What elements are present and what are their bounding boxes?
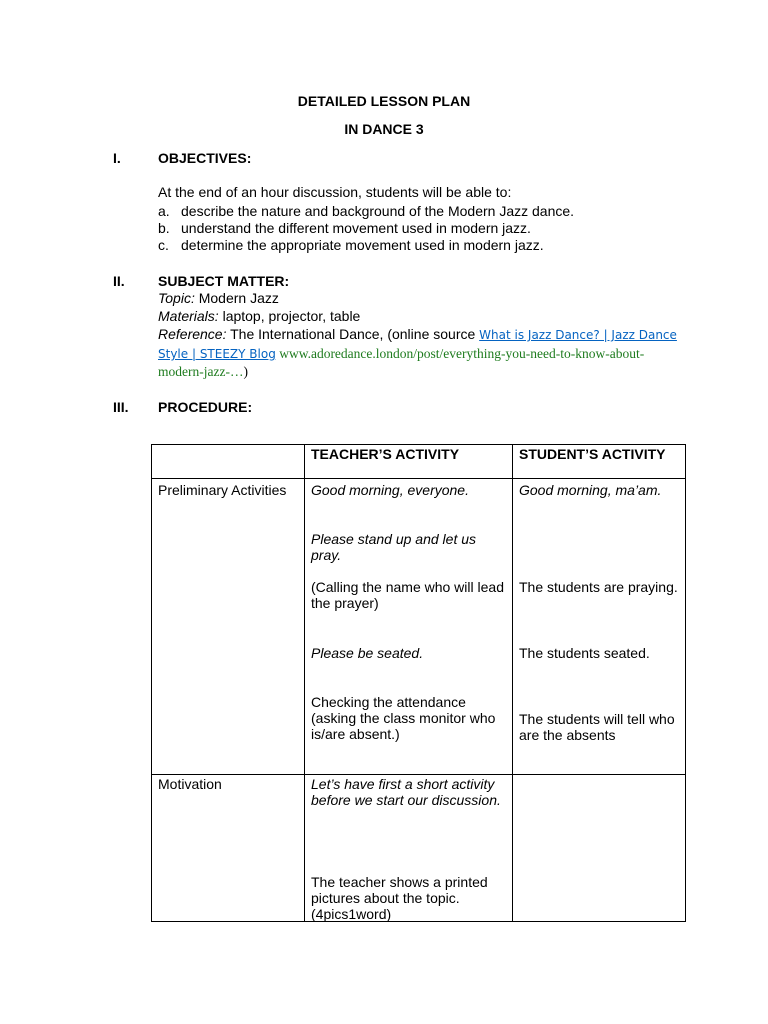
reference-line	[158, 326, 677, 342]
student-absents: The students will tell who are the absents	[519, 711, 675, 743]
objective-marker: b.	[158, 220, 170, 236]
objective-text: understand the different movement used in modern jazz.	[181, 220, 531, 236]
preliminary-student-cell	[513, 479, 686, 775]
motivation-label-cell	[152, 775, 305, 922]
reference-link-continued[interactable]: Style | STEEZY Blog	[158, 347, 276, 361]
motivation-student-cell	[513, 775, 686, 922]
teacher-greeting: Good morning, everyone.	[311, 482, 469, 498]
section-heading-subject: SUBJECT MATTER:	[158, 273, 290, 289]
section-number-objectives: I.	[113, 150, 121, 166]
table-row-preliminary	[152, 479, 686, 775]
objective-marker: a.	[158, 203, 170, 219]
topic-value: Modern Jazz	[194, 290, 279, 306]
preliminary-label-cell	[152, 479, 305, 775]
preliminary-teacher-cell	[305, 479, 513, 775]
header-teacher-text: TEACHER’S ACTIVITY	[311, 446, 460, 462]
materials-line	[158, 308, 360, 324]
reference-url: www.adoredance.london/post/everything-you-need-to-know-about-	[275, 346, 645, 361]
motivation-label: Motivation	[158, 776, 222, 792]
motivation-pictures: The teacher shows a printed pictures about the topic. (4pics1word)	[311, 874, 488, 922]
objective-item	[158, 237, 544, 253]
document-subtitle: IN DANCE 3	[344, 121, 424, 137]
section-heading-procedure: PROCEDURE:	[158, 399, 253, 415]
table-row-motivation	[152, 775, 686, 922]
motivation-activity: Let’s have first a short activity before we start our discussion.	[311, 776, 501, 808]
objective-text: describe the nature and background of the Modern Jazz dance.	[181, 203, 575, 219]
reference-link[interactable]: What is Jazz Dance? | Jazz Dance	[479, 328, 677, 342]
table-header-teacher	[305, 445, 513, 479]
motivation-teacher-cell	[305, 775, 513, 922]
objective-item	[158, 220, 531, 236]
section-heading-objectives: OBJECTIVES:	[158, 150, 252, 166]
section-number-subject: II.	[113, 273, 125, 289]
topic-line	[158, 290, 279, 306]
section-number-procedure: III.	[113, 399, 129, 415]
reference-url-continued: modern-jazz-…	[158, 364, 244, 379]
table-header-student	[513, 445, 686, 479]
objective-item	[158, 203, 574, 219]
teacher-seated: Please be seated.	[311, 645, 424, 661]
reference-close-paren: )	[243, 364, 248, 379]
table-header-cell	[152, 445, 305, 479]
materials-label: Materials:	[158, 308, 219, 324]
student-greeting: Good morning, ma’am.	[519, 482, 662, 498]
objectives-intro: At the end of an hour discussion, students will be able to:	[158, 184, 512, 200]
teacher-attendance: Checking the attendance (asking the class monitor who is/are absent.)	[311, 694, 496, 742]
teacher-calling: (Calling the name who will lead the prayer)	[311, 579, 504, 611]
objective-text: determine the appropriate movement used in modern jazz.	[181, 237, 544, 253]
objective-marker: c.	[158, 237, 169, 253]
reference-line-2	[158, 345, 644, 362]
document-title: DETAILED LESSON PLAN	[297, 93, 471, 109]
reference-label: Reference:	[158, 326, 227, 342]
materials-value: laptop, projector, table	[218, 308, 361, 324]
preliminary-label: Preliminary Activities	[158, 482, 287, 498]
header-student-text: STUDENT’S ACTIVITY	[519, 446, 666, 462]
reference-value: The International Dance, (online source	[226, 326, 480, 342]
student-seated: The students seated.	[519, 645, 650, 661]
procedure-table	[151, 444, 686, 922]
teacher-prayer: Please stand up and let us pray.	[311, 531, 477, 563]
reference-line-3	[158, 363, 248, 380]
table-header-row	[152, 445, 686, 479]
topic-label: Topic:	[158, 290, 195, 306]
student-praying: The students are praying.	[519, 579, 678, 595]
